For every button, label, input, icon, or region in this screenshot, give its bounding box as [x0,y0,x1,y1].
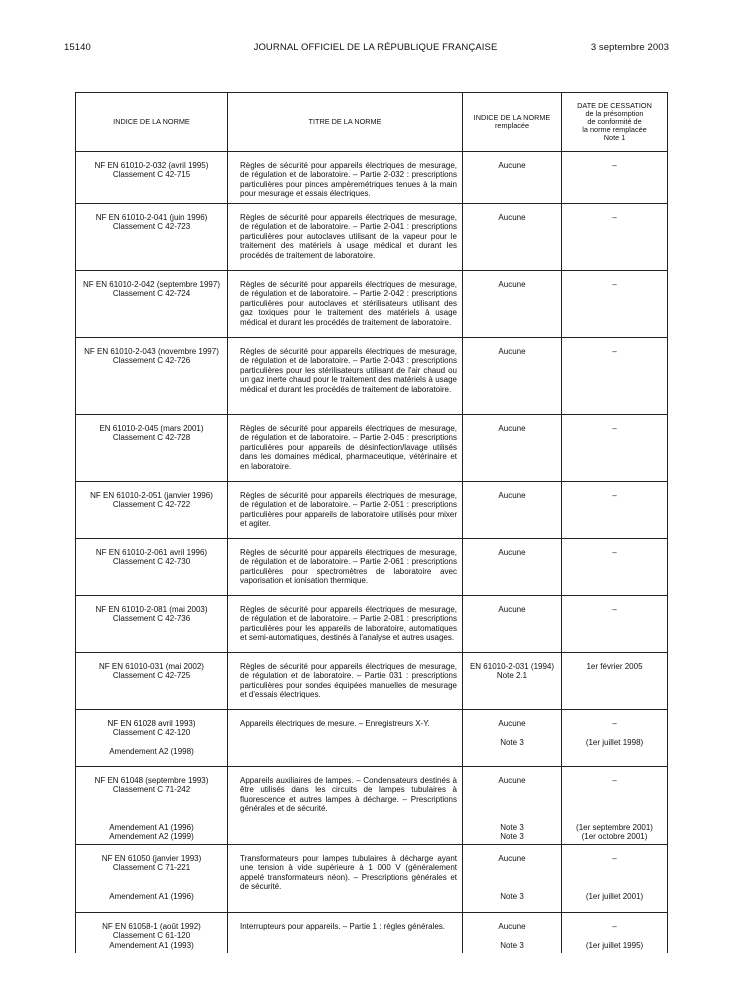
cell-indice [76,482,228,539]
cell-titre [228,539,463,596]
table-row [76,152,668,204]
cell-remplacee [463,767,562,845]
cell-line [80,804,223,813]
cell-indice [76,710,228,767]
cell-remplacee [463,152,562,204]
cell-date-cessation [562,482,668,539]
cell-indice [76,271,228,338]
cell-date-cessation [562,271,668,338]
column-header-titre: TITRE DE LA NORME [228,93,463,152]
cell-remplacee [463,271,562,338]
table-row [76,415,668,482]
cell-date-cessation [562,845,668,913]
cell-line [80,882,223,891]
cell-date-cessation [562,338,668,415]
cell-line: (1er juillet 2001) [585,891,644,901]
cell-text: Règles de sécurité pour appareils électriques de mesurage, de régulation et de laboratoire. – Partie 2-061 : prescriptions particulières pour spectromètres de laboratoire avec vaporisation et ionisation thermique. [240,548,457,586]
cell-text: Règles de sécurité pour appareils électriques de mesurage, de régulation et de laboratoire. – Partie 2-042 : prescriptions particulières pour autoclaves et stérilisateurs utilisant des gaz toxiques pour le traitement des matériels à usage médical et durant les procédés de traitement de laboratoire. [240,280,457,327]
cell-line: – [612,424,617,433]
cell-remplacee [463,913,562,953]
cell-line: Note 3 [500,940,524,950]
cell-titre [228,710,463,767]
cell-remplacee [463,539,562,596]
cell-line [562,728,667,737]
cell-line: Classement C 42-730 [112,557,191,567]
cell-line: EN 61010-2-045 (mars 2001) [99,424,204,433]
cell-line [562,882,667,891]
cell-line [463,795,561,804]
cell-date-cessation [562,913,668,953]
cell-titre [228,767,463,845]
cell-remplacee [463,482,562,539]
cell-text: Règles de sécurité pour appareils électriques de mesurage, de régulation et de laboratoire. – Partie 2-043 : prescriptions particulières pour les stérilisateurs utilisant de l'air chaud ou un gaz inerte chaud pour le traitement des matériels à usage médical et durant les procédés de traitement de laboratoire. [240,347,457,394]
cell-titre [228,596,463,653]
column-header-indice: INDICE DE LA NORME [76,93,228,152]
cell-remplacee [463,845,562,913]
cell-line: NF EN 61010-2-043 (novembre 1997) [84,347,219,356]
cell-line: Amendement A2 (1999) [109,832,194,842]
cell-line: Aucune [498,548,526,557]
cell-line: NF EN 61010-2-042 (septembre 1997) [83,280,220,289]
cell-titre [228,913,463,953]
cell-line [562,795,667,804]
cell-date-cessation [562,539,668,596]
cell-line: NF EN 61048 (septembre 1993) [94,776,209,785]
table-row [76,271,668,338]
cell-line: Classement C 42-722 [112,500,191,510]
cell-text: Appareils auxiliaires de lampes. – Condensateurs destinés à être utilisés dans les circuits de lampes tubulaires à fluorescence et autres lampes à décharge. – Prescriptions générales et de sécurité. [240,776,457,814]
cell-date-cessation [562,710,668,767]
cell-line: (1er juillet 1998) [585,737,644,747]
cell-line [463,882,561,891]
cell-line [80,795,223,804]
cell-line [562,873,667,882]
cell-line: – [612,161,617,170]
cell-line: Amendement A1 (1996) [109,891,194,901]
cell-titre [228,152,463,204]
cell-text: Interrupteurs pour appareils. – Partie 1 : règles générales. [240,922,446,931]
cell-date-cessation [562,596,668,653]
cell-line: (1er septembre 2001) [576,822,653,832]
table-row [76,845,668,913]
cell-indice [76,338,228,415]
cell-line: NF EN 61010-2-061 avril 1996) [95,548,208,557]
column-header-remplacee: INDICE DE LA NORME remplacée [463,93,562,152]
cell-date-cessation [562,204,668,271]
cell-remplacee [463,338,562,415]
cell-line: Classement C 42-736 [112,614,191,624]
page-number: 15140 [64,42,91,53]
cell-indice [76,415,228,482]
cell-indice [76,653,228,710]
cell-text: Règles de sécurité pour appareils électriques de mesurage, de régulation et de laboratoire. – Partie 2-032 : prescriptions particulières pour pinces ampèremétriques tenues à la main pour mesurage et essais électriques. [240,161,457,199]
cell-line: Amendement A1 (1993) [109,940,194,950]
cell-line: – [612,280,617,289]
cell-remplacee [463,204,562,271]
cell-indice [76,845,228,913]
table-row [76,204,668,271]
cell-line [463,728,561,737]
table-row [76,653,668,710]
cell-date-cessation [562,415,668,482]
cell-line: NF EN 61010-2-051 (janvier 1996) [90,491,213,500]
cell-line: – [612,491,617,500]
cell-line: Aucune [498,491,526,500]
cell-line: Classement C 42-723 [112,222,191,232]
table-row [76,539,668,596]
cell-line: NF EN 61028 avril 1993) [107,719,196,728]
column-header-date-cessation: DATE DE CESSATION de la présomption de conformité de la norme remplacée Note 1 [562,93,668,152]
cell-line: NF EN 61010-2-041 (juin 1996) [95,213,208,222]
cell-line: Classement C 42-715 [112,170,191,180]
cell-line: Classement C 42-725 [112,671,191,681]
cell-line: Note 3 [500,822,524,832]
cell-text: Transformateurs pour lampes tubulaires à décharge ayant une tension à vide supérieure à 1 000 V (généralement appelé transformateurs néon). – Prescriptions générales et de sécurité. [240,854,457,892]
cell-line [463,804,561,813]
table-row [76,913,668,953]
cell-line: Classement C 42-120 [112,728,191,738]
cell-line: Note 3 [500,737,524,747]
cell-line: Classement C 71-221 [112,863,191,873]
cell-line [80,814,223,823]
cell-indice [76,539,228,596]
cell-line: – [612,213,617,222]
cell-line: Aucune [498,213,526,222]
cell-text: Règles de sécurité pour appareils électriques de mesurage, de régulation et de laboratoire. – Partie 2-041 : prescriptions particulières pour autoclaves utilisant de la vapeur pour le traitement des matériels à usage médical et durant les procédés de traitement de laboratoire. [240,213,457,260]
cell-line: Amendement A2 (1998) [109,747,194,757]
cell-line: NF EN 61050 (janvier 1993) [101,854,202,863]
table-header-row [76,93,668,152]
cell-line [80,738,223,747]
cell-line: Note 3 [500,832,524,842]
cell-line: EN 61010-2-031 (1994) [469,662,555,671]
cell-line [562,931,667,940]
cell-line: Aucune [498,854,526,863]
cell-line: – [612,548,617,557]
cell-line: Aucune [498,161,526,170]
standards-table [75,92,668,953]
cell-line [463,785,561,794]
publication-date: 3 septembre 2003 [590,42,669,53]
cell-line [562,804,667,813]
cell-titre [228,204,463,271]
cell-indice [76,767,228,845]
cell-text: Règles de sécurité pour appareils électriques de mesurage, de régulation et de laboratoire. – Partie 031 : prescriptions particulières pour sondes équipées manuelles de mesurage et d'essais électriques. [240,662,457,700]
cell-titre [228,482,463,539]
cell-line: (1er juillet 1995) [585,940,644,950]
cell-titre [228,338,463,415]
cell-titre [228,415,463,482]
table-row [76,338,668,415]
cell-line: – [612,347,617,356]
cell-text: Règles de sécurité pour appareils électriques de mesurage, de régulation et de laboratoire. – Partie 2-045 : prescriptions particulières pour appareils de désinfection/lavage utilisés dans les domaines médical, pharmaceutique, vétérinaire et en laboratoire. [240,424,457,471]
cell-line: Classement C 71-242 [112,785,191,795]
cell-remplacee [463,653,562,710]
cell-indice [76,204,228,271]
cell-titre [228,271,463,338]
cell-text: Règles de sécurité pour appareils électriques de mesurage, de régulation et de laboratoire. – Partie 2-081 : prescriptions particulières pour les appareils de laboratoire, automatiques et semi-automatiques, destinés à l'analyse et autres usages. [240,605,457,643]
cell-date-cessation [562,152,668,204]
cell-line: – [612,922,617,931]
cell-line: NF EN 61010-2-032 (avril 1995) [94,161,209,170]
cell-line: Aucune [498,605,526,614]
cell-remplacee [463,710,562,767]
cell-line [80,873,223,882]
cell-line: 1er février 2005 [586,662,643,671]
cell-line: Aucune [498,424,526,433]
cell-line: Note 3 [500,891,524,901]
cell-line: – [612,605,617,614]
cell-line: – [612,776,617,785]
cell-line [463,873,561,882]
cell-line: Amendement A1 (1996) [109,822,194,832]
table-row [76,596,668,653]
cell-line: Aucune [498,719,526,728]
cell-titre [228,653,463,710]
cell-line: Note 2.1 [496,671,528,681]
cell-text: Appareils électriques de mesure. – Enregistreurs X-Y. [240,719,430,728]
cell-line [463,863,561,872]
cell-line: Classement C 61-120 [112,931,191,941]
cell-line [562,814,667,823]
cell-line: NF EN 61058-1 (août 1992) [102,922,201,931]
cell-remplacee [463,596,562,653]
table-row [76,482,668,539]
cell-line: Classement C 42-728 [112,433,191,443]
table-row [76,767,668,845]
table-row [76,710,668,767]
journal-title: JOURNAL OFFICIEL DE LA RÉPUBLIQUE FRANÇAISE [253,42,498,53]
cell-titre [228,845,463,913]
cell-line: Aucune [498,280,526,289]
cell-line: Classement C 42-724 [112,289,191,299]
cell-date-cessation [562,653,668,710]
cell-line: – [612,854,617,863]
cell-line: NF EN 61010-031 (mai 2002) [99,662,204,671]
cell-date-cessation [562,767,668,845]
cell-indice [76,152,228,204]
cell-line: – [612,719,617,728]
cell-line: Aucune [498,922,526,931]
cell-line: (1er octobre 2001) [581,832,648,842]
cell-line: Aucune [498,776,526,785]
cell-line [463,931,561,940]
cell-line [562,863,667,872]
cell-remplacee [463,415,562,482]
cell-line: Aucune [498,347,526,356]
cell-line [562,785,667,794]
cell-line: Classement C 42-726 [112,356,191,366]
cell-line [463,814,561,823]
cell-indice [76,596,228,653]
cell-text: Règles de sécurité pour appareils électriques de mesurage, de régulation et de laboratoire. – Partie 2-051 : prescriptions particulières pour appareils de laboratoire utilisés pour mixer et agiter. [240,491,457,529]
cell-line: NF EN 61010-2-081 (mai 2003) [95,605,208,614]
cell-indice [76,913,228,953]
